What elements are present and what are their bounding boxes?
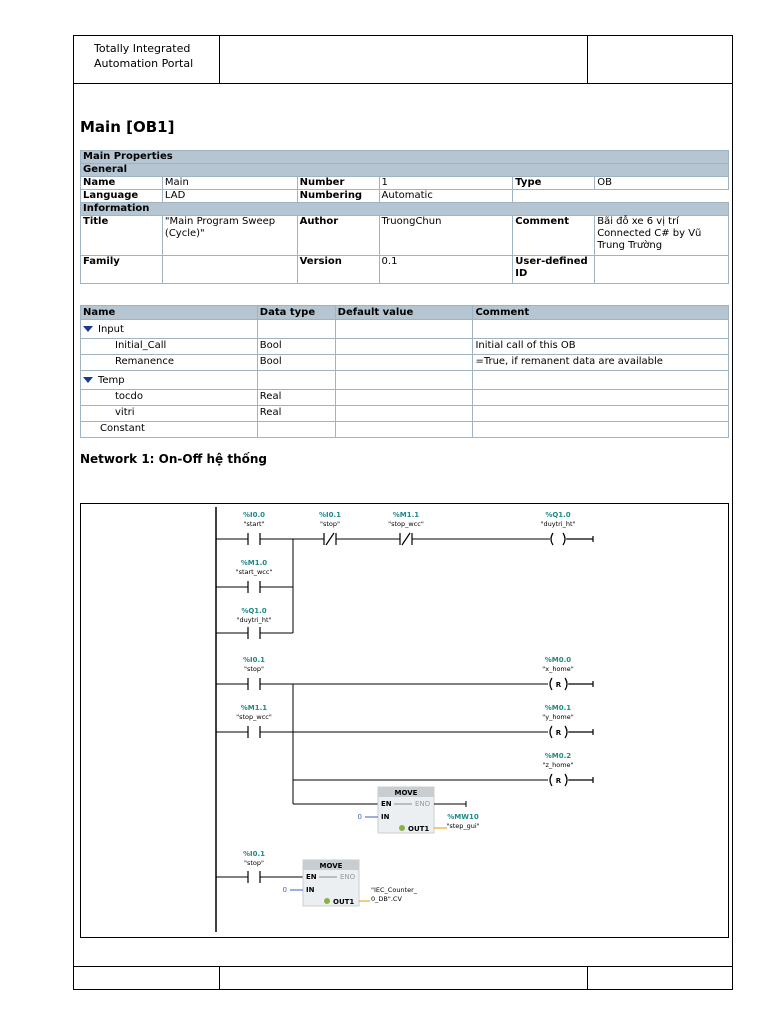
title-row <box>81 216 729 256</box>
table-row <box>81 355 729 371</box>
ladder-diagram <box>81 504 728 937</box>
information-heading: Information <box>81 203 729 216</box>
footer-col-divider-1 <box>219 966 220 990</box>
properties-general-table <box>80 150 729 284</box>
row-name: vitri <box>81 406 258 422</box>
col-header-name: Name <box>81 306 258 320</box>
operand-address: %M0.2 <box>544 752 572 760</box>
name-label: Name <box>81 177 163 190</box>
collapse-triangle-icon[interactable] <box>83 377 93 383</box>
interface-header-row <box>81 306 729 320</box>
header-divider <box>73 83 733 84</box>
row-comment <box>473 390 729 406</box>
main-properties-row <box>81 151 729 164</box>
title-value: "Main Program Sweep (Cycle)" <box>162 216 297 256</box>
row-comment: Initial call of this OB <box>473 339 729 355</box>
operand-address: %M0.0 <box>544 656 572 664</box>
name-row <box>81 177 729 190</box>
move-in-pin: IN <box>381 813 390 821</box>
header-product-name <box>94 41 193 71</box>
reset-coil-label: R <box>555 729 562 737</box>
row-default <box>335 422 473 438</box>
row-name: Input <box>98 324 124 335</box>
table-row <box>81 390 729 406</box>
row-type <box>257 371 335 390</box>
row-default <box>335 390 473 406</box>
version-value: 0.1 <box>379 256 513 284</box>
userdef-label: User-defined ID <box>513 256 595 284</box>
table-row <box>81 422 729 438</box>
ladder-network-box <box>80 503 729 938</box>
language-value: LAD <box>162 190 297 203</box>
operand-symbol: "start_wcc" <box>235 568 273 576</box>
empty-cell <box>513 190 729 203</box>
information-row <box>81 203 729 216</box>
operand-symbol: "x_home" <box>542 665 574 673</box>
output-gear-icon <box>399 825 405 831</box>
numbering-value: Automatic <box>379 190 513 203</box>
operand-address: %I0.0 <box>242 511 266 519</box>
operand-address: %M0.1 <box>544 704 572 712</box>
table-row <box>81 371 729 390</box>
author-value: TruongChun <box>379 216 513 256</box>
operand-address: %M1.0 <box>240 559 268 567</box>
general-heading: General <box>81 164 729 177</box>
operand-symbol: "duytri_ht" <box>236 616 272 624</box>
col-header-datatype: Data type <box>257 306 335 320</box>
row-type: Bool <box>257 339 335 355</box>
move-en-pin: EN <box>306 873 317 881</box>
userdef-value <box>595 256 729 284</box>
type-value: OB <box>595 177 729 190</box>
counter-operand-line1: "IEC_Counter_ <box>371 886 418 894</box>
move-title: MOVE <box>319 862 343 870</box>
operand-symbol: "stop" <box>243 859 265 867</box>
move-en-pin: EN <box>381 800 392 808</box>
row-name: Temp <box>98 375 125 386</box>
row-default <box>335 355 473 371</box>
author-label: Author <box>297 216 379 256</box>
operand-symbol: "stop_wcc" <box>236 713 272 721</box>
number-value: 1 <box>379 177 513 190</box>
type-label: Type <box>513 177 595 190</box>
row-name: tocdo <box>81 390 258 406</box>
operand-address: %I0.1 <box>242 850 266 858</box>
row-comment <box>473 422 729 438</box>
language-row <box>81 190 729 203</box>
family-value <box>162 256 297 284</box>
row-comment <box>473 320 729 339</box>
main-properties-heading: Main Properties <box>81 151 729 164</box>
page-title: Main [OB1] <box>80 118 175 136</box>
operand-address: %I0.1 <box>318 511 342 519</box>
operand-symbol: "y_home" <box>542 713 574 721</box>
col-header-default: Default value <box>335 306 473 320</box>
move-out-pin: OUT1 <box>333 898 355 906</box>
output-gear-icon <box>324 898 330 904</box>
title-label: Title <box>81 216 163 256</box>
numbering-label: Numbering <box>297 190 379 203</box>
version-label: Version <box>297 256 379 284</box>
header-line-1: Totally Integrated <box>94 42 191 55</box>
table-row <box>81 320 729 339</box>
move-block-2 <box>283 860 418 906</box>
header-col-divider-2 <box>587 35 588 83</box>
comment-value: Bãi đỗ xe 6 vị trí Connected C# by Vũ Trung Trường <box>595 216 729 256</box>
operand-address: %MW10 <box>447 813 479 821</box>
operand-address: %Q1.0 <box>241 607 267 615</box>
operand-address: %M1.1 <box>392 511 420 519</box>
network-title: Network 1: On-Off hệ thống <box>80 452 267 466</box>
family-label: Family <box>81 256 163 284</box>
header-col-divider-1 <box>219 35 220 83</box>
reset-coil-label: R <box>555 681 562 689</box>
language-label: Language <box>81 190 163 203</box>
operand-symbol: "start" <box>243 520 265 528</box>
move-in-value: 0 <box>282 886 287 894</box>
table-row <box>81 339 729 355</box>
operand-symbol: "step_gui" <box>446 822 480 830</box>
operand-symbol: "stop" <box>319 520 341 528</box>
row-default <box>335 406 473 422</box>
section-input[interactable] <box>81 320 258 339</box>
number-label: Number <box>297 177 379 190</box>
row-type <box>257 422 335 438</box>
col-header-comment: Comment <box>473 306 729 320</box>
name-value: Main <box>162 177 297 190</box>
header-line-2: Automation Portal <box>94 57 194 70</box>
operand-symbol: "z_home" <box>542 761 574 769</box>
move-in-pin: IN <box>306 886 315 894</box>
operand-address: %Q1.0 <box>545 511 571 519</box>
row-name: Remanence <box>81 355 258 371</box>
counter-operand-line2: 0_DB".CV <box>371 895 402 903</box>
row-type: Real <box>257 406 335 422</box>
collapse-triangle-icon[interactable] <box>83 326 93 332</box>
move-title: MOVE <box>394 789 418 797</box>
row-comment <box>473 406 729 422</box>
row-type: Real <box>257 390 335 406</box>
footer-col-divider-2 <box>587 966 588 990</box>
section-temp[interactable] <box>81 371 258 390</box>
row-name: Initial_Call <box>81 339 258 355</box>
general-row <box>81 164 729 177</box>
reset-coil-label: R <box>555 777 562 785</box>
operand-symbol: "stop_wcc" <box>388 520 424 528</box>
interface-table <box>80 305 729 438</box>
operand-symbol: "stop" <box>243 665 265 673</box>
row-default <box>335 339 473 355</box>
row-comment: =True, if remanent data are available <box>473 355 729 371</box>
row-type <box>257 320 335 339</box>
row-type: Bool <box>257 355 335 371</box>
operand-address: %M1.1 <box>240 704 268 712</box>
table-row <box>81 406 729 422</box>
footer-divider <box>73 966 733 967</box>
row-default <box>335 371 473 390</box>
move-eno-pin: ENO <box>415 800 431 808</box>
move-eno-pin: ENO <box>340 873 356 881</box>
comment-label: Comment <box>513 216 595 256</box>
row-name: Constant <box>81 422 258 438</box>
family-row <box>81 256 729 284</box>
move-out-pin: OUT1 <box>408 825 430 833</box>
operand-address: %I0.1 <box>242 656 266 664</box>
operand-symbol: "duytri_ht" <box>540 520 576 528</box>
move-in-value: 0 <box>357 813 362 821</box>
row-comment <box>473 371 729 390</box>
row-default <box>335 320 473 339</box>
